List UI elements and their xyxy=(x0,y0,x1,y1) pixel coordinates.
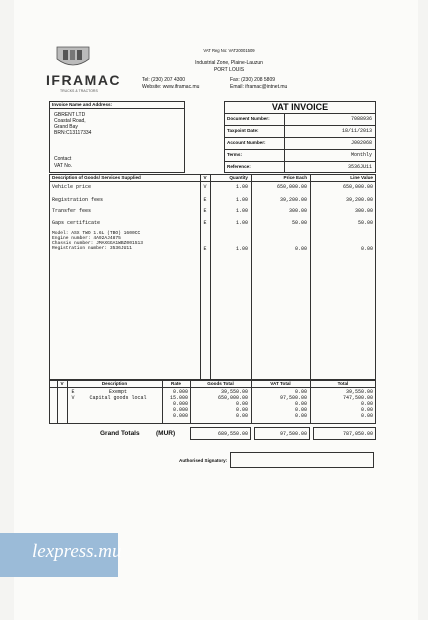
summary-rate: 0.000 xyxy=(172,389,188,395)
summary-header-description: Description xyxy=(101,381,128,386)
contact-label: Contact xyxy=(54,156,72,162)
vehicle-quantity: 1.00 xyxy=(235,246,248,252)
reference-label: Reference: xyxy=(227,164,251,169)
company-website: Website: www.iframac.mu xyxy=(142,84,200,90)
item-price: 300.00 xyxy=(288,208,307,214)
vehicle-chassis-number: Chassis number: JMAXGGA1WBZ001513 xyxy=(52,241,143,246)
summary-total: 0.00 xyxy=(360,413,373,419)
watermark-text: lexpress.mu xyxy=(32,541,122,562)
summary-vat-code: E xyxy=(71,389,75,395)
vehicle-line-value: 0.00 xyxy=(360,246,373,252)
item-quantity: 1.00 xyxy=(235,197,248,203)
item-line-value: 50.00 xyxy=(357,220,373,226)
summary-description: Capital goods local xyxy=(89,395,147,401)
invoice-to-label: Invoice Name and Address: xyxy=(52,102,113,107)
lexpress-watermark xyxy=(0,533,122,577)
account-number-value: J002068 xyxy=(350,140,372,146)
company-email: Email: iframac@intnet.mu xyxy=(230,84,288,90)
summary-header-v: V xyxy=(60,381,64,386)
summary-vat-code: V xyxy=(71,395,75,401)
item-vat-code: E xyxy=(203,220,207,226)
company-logo xyxy=(54,45,92,71)
summary-rate: 0.000 xyxy=(172,401,188,407)
summary-goods-total: 650,000.00 xyxy=(217,395,248,401)
grand-totals-currency: (MUR) xyxy=(156,430,176,437)
grand-totals-label: Grand Totals xyxy=(100,430,140,437)
vehicle-engine-number: Engine number: 4A92AJ4875 xyxy=(52,236,121,241)
item-line-value: 650,000.00 xyxy=(342,184,373,190)
document-number-value: 7088936 xyxy=(350,116,372,122)
invoice-page xyxy=(14,0,418,620)
item-description: Vehicle price xyxy=(52,184,92,190)
item-line-value: 39,200.00 xyxy=(345,197,373,203)
summary-rate: 0.000 xyxy=(172,413,188,419)
summary-rate: 0.000 xyxy=(172,407,188,413)
customer-name: GBRENT LTD xyxy=(54,112,86,118)
summary-goods-total: 0.00 xyxy=(235,413,248,419)
customer-address-1: Coastal Road, xyxy=(54,118,86,124)
vehicle-model: Model: ASX TWO 1.6L (TBO) 1600CC xyxy=(52,231,141,236)
grand-total: 787,050.00 xyxy=(342,431,373,437)
items-header-description: Description of Goods/ Services Supplied xyxy=(52,175,141,180)
summary-header-vat-total: VAT Total xyxy=(270,381,291,386)
items-header-quantity: Quantity xyxy=(229,175,248,180)
summary-vat-total: 0.00 xyxy=(294,413,307,419)
vehicle-registration-number: Registration number: 3536JU11 xyxy=(52,246,132,251)
item-price: 39,200.00 xyxy=(279,197,307,203)
summary-total: 747,500.00 xyxy=(342,395,373,401)
item-price: 50.00 xyxy=(291,220,307,226)
document-number-label: Document Number: xyxy=(227,116,270,121)
item-description: Gaps certificate xyxy=(52,220,101,226)
summary-vat-total: 0.00 xyxy=(294,389,307,395)
taxpoint-date-label: Taxpoint Date: xyxy=(227,128,259,133)
item-quantity: 1.00 xyxy=(235,220,248,226)
vat-invoice-title: VAT INVOICE xyxy=(271,102,329,112)
summary-description: Exempt xyxy=(108,389,127,395)
company-name: IFRAMAC xyxy=(46,72,122,88)
vehicle-price: 0.00 xyxy=(294,246,307,252)
item-quantity: 1.00 xyxy=(235,184,248,190)
summary-vat-total: 0.00 xyxy=(294,401,307,407)
summary-goods-total: 39,550.00 xyxy=(220,389,248,395)
summary-total: 0.00 xyxy=(360,401,373,407)
item-description: Transfer fees xyxy=(52,208,92,214)
summary-header-goods-total: Goods Total xyxy=(207,381,234,386)
signature-box xyxy=(230,452,374,468)
summary-total: 39,550.00 xyxy=(345,389,373,395)
company-tagline: TRUCKS & TRACTORS xyxy=(60,89,98,93)
logo-emblem-icon xyxy=(54,45,92,71)
company-address-line2: PORT LOUIS xyxy=(213,67,245,73)
authorised-signatory-label: Authorised Signatory: xyxy=(179,458,228,463)
company-fax: Fax: (230) 208 5809 xyxy=(230,77,276,83)
terms-value: Monthly xyxy=(350,152,372,158)
item-price: 650,000.00 xyxy=(276,184,307,190)
items-header-price: Price Each xyxy=(283,175,307,180)
summary-header-total: Total xyxy=(337,381,349,386)
items-header-line-value: Line Value xyxy=(350,175,373,180)
reference-value: 3536JU11 xyxy=(347,164,372,170)
terms-label: Terms: xyxy=(227,152,242,157)
item-vat-code: V xyxy=(203,184,207,190)
account-number-label: Account Number: xyxy=(227,140,266,145)
company-tel: Tel: (230) 207 4300 xyxy=(142,77,186,83)
vat-no-label: VAT No. xyxy=(54,163,73,169)
summary-vat-total: 97,500.00 xyxy=(279,395,307,401)
summary-rate: 15.000 xyxy=(169,395,188,401)
company-address-line1: Industrial Zone, Plaine-Lauzun xyxy=(195,60,263,66)
summary-total: 0.00 xyxy=(360,407,373,413)
customer-address-2: Grand Bay xyxy=(54,124,78,130)
grand-vat-total: 97,500.00 xyxy=(279,431,307,437)
summary-goods-total: 0.00 xyxy=(235,401,248,407)
items-header-v: V xyxy=(203,175,207,180)
item-vat-code: E xyxy=(203,208,207,214)
item-quantity: 1.00 xyxy=(235,208,248,214)
customer-brn: BRN:C13117334 xyxy=(54,130,92,136)
items-table xyxy=(49,174,376,380)
item-description: Registration fees xyxy=(52,197,104,203)
summary-header-rate: Rate xyxy=(171,381,181,386)
grand-goods-total: 689,550.00 xyxy=(217,431,248,437)
vat-reg-number: VAT Reg No: VAT20001509 xyxy=(203,48,255,53)
item-vat-code: E xyxy=(203,197,207,203)
item-line-value: 300.00 xyxy=(354,208,373,214)
vehicle-vat-code: E xyxy=(203,246,207,252)
summary-vat-total: 0.00 xyxy=(294,407,307,413)
taxpoint-date-value: 18/11/2013 xyxy=(341,128,372,134)
summary-goods-total: 0.00 xyxy=(235,407,248,413)
